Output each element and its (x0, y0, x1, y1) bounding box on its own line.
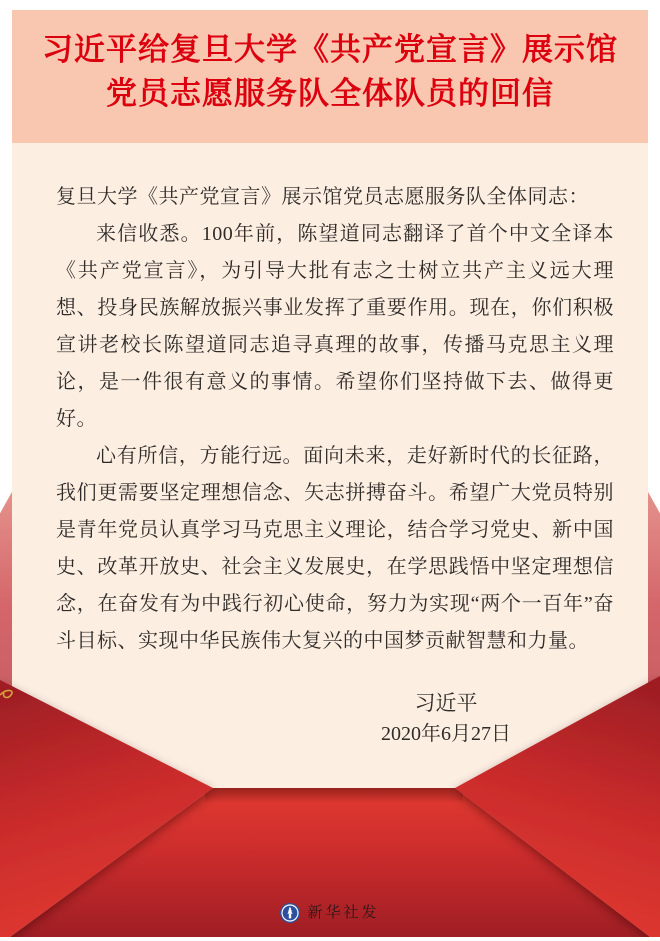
poster-title-line1: 习近平给复旦大学《共产党宣言》展示馆 (42, 32, 618, 67)
credit-text: 新华社发 (307, 905, 380, 921)
title-banner (12, 10, 648, 143)
letter-date: 2020年6月27日 (381, 723, 511, 745)
letter-signature: 习近平 (414, 691, 478, 715)
poster-title-line2: 党员志愿服务队全体队员的回信 (106, 76, 554, 111)
bottom-white-strip (0, 937, 660, 941)
letter-paragraph-1: 来信收悉。100年前，陈望道同志翻译了首个中文全译本《共产党宣言》，为引导大批有志之士树立共产主义远大理想、投身民族解放振兴事业发挥了重要作用。现在，你们积极宣讲老校长陈望道同志追寻真理的故事，传播马克思主义理论，是一件很有意义的事情。希望你们坚持做下去、做得更好。 (56, 223, 614, 430)
letter-paragraph-2: 心有所信，方能行远。面向未来，走好新时代的长征路，我们更需要坚定理想信念、矢志拼搏奋斗。希望广大党员特别是青年党员认真学习马克思主义理论，结合学习党史、新中国史、改革开放史、社会主义发展史，在学思践悟中坚定理想信念，在奋发有为中践行初心使命，努力为实现“两个一百年”奋斗目标、实现中华民族伟大复兴的中国梦贡献智慧和力量。 (56, 445, 614, 652)
credit-line (0, 901, 660, 925)
letter-salutation: 复旦大学《共产党宣言》展示馆党员志愿服务队全体同志： (56, 186, 589, 208)
xinhua-emblem-icon (280, 903, 300, 923)
paper-edge-shadow (205, 788, 463, 803)
envelope-graphic (0, 640, 660, 938)
